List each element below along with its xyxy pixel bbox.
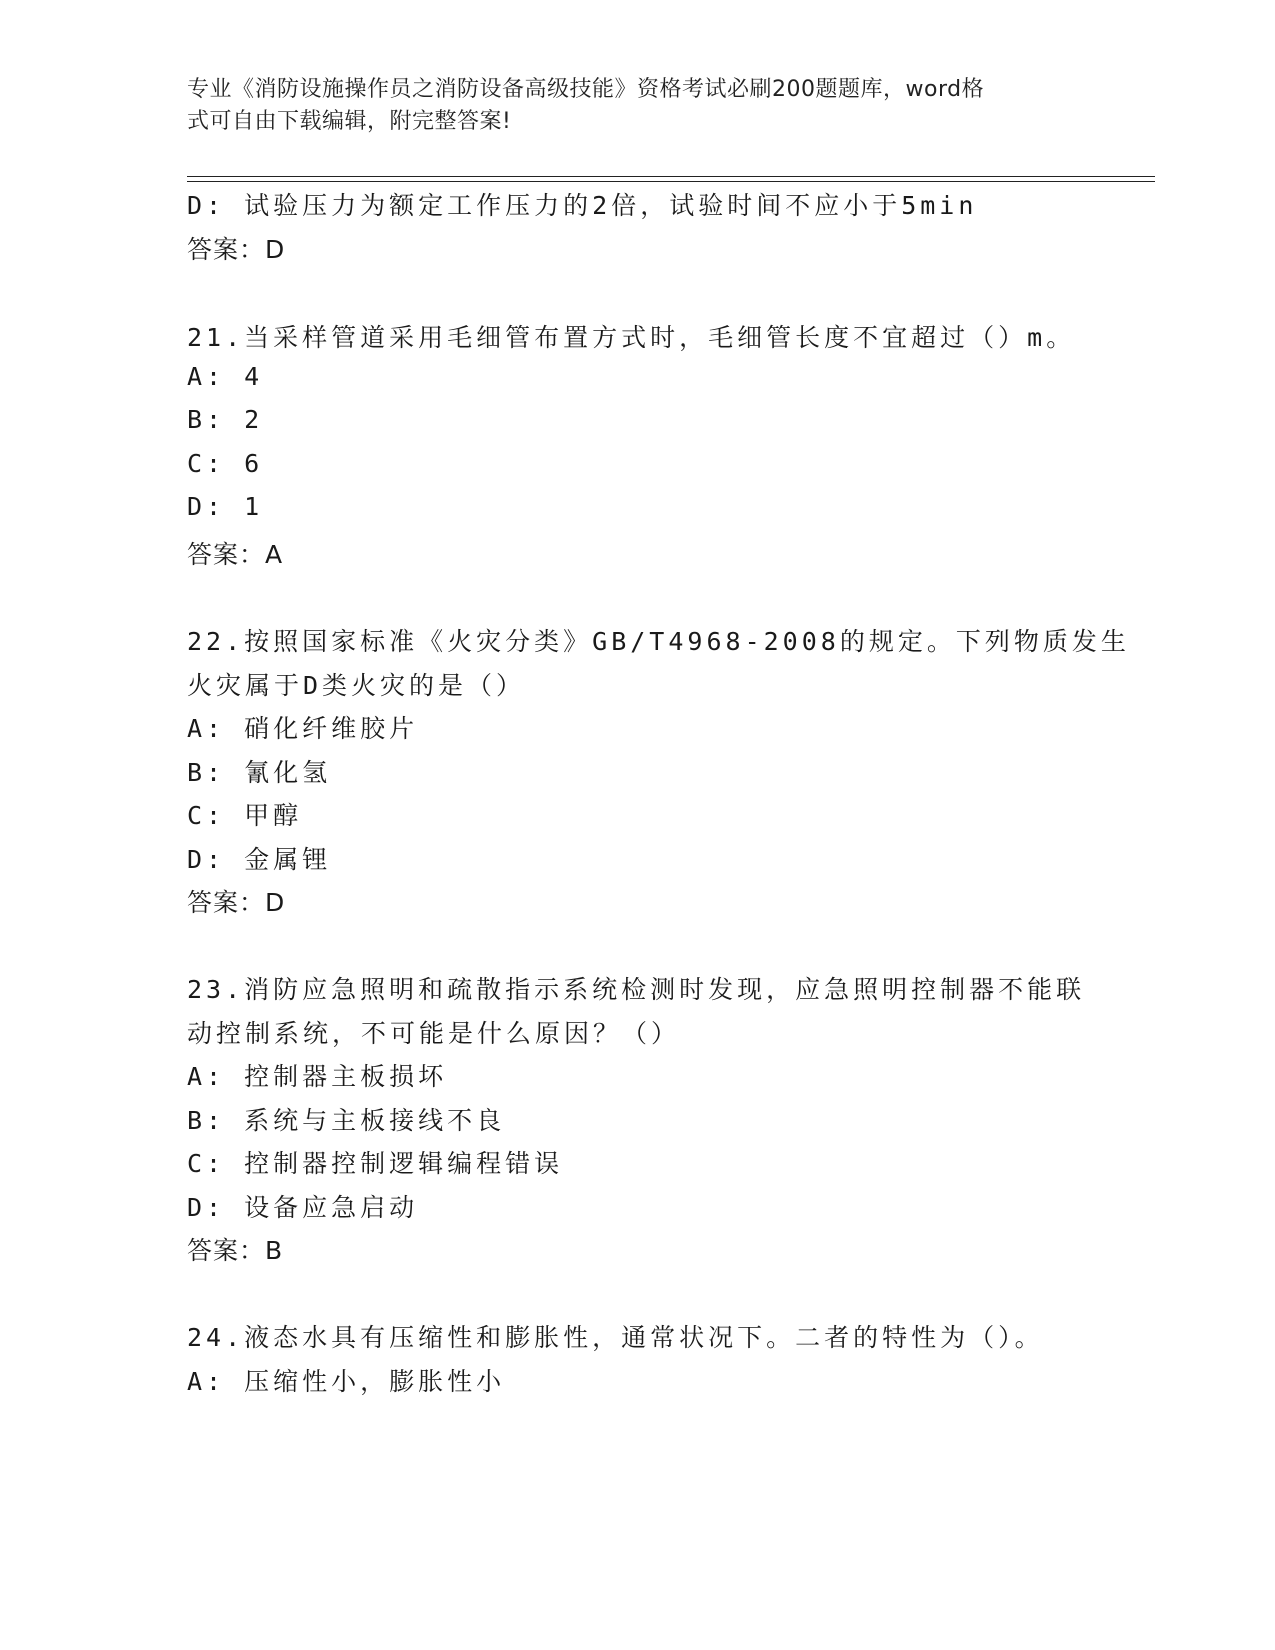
header-divider-top bbox=[187, 176, 1155, 177]
q23-option-b: B: 系统与主板接线不良 bbox=[187, 1106, 506, 1135]
q23-option-a: A: 控制器主板损坏 bbox=[187, 1062, 448, 1091]
q21-option-b: B: 2 bbox=[187, 405, 264, 434]
q23-stem-line-1: 23.消防应急照明和疏散指示系统检测时发现，应急照明控制器不能联 bbox=[187, 975, 1086, 1004]
q22-stem-line-2: 火灾属于D类火灾的是（） bbox=[187, 671, 526, 700]
q22-stem-line-1: 22.按照国家标准《火灾分类》GB/T4968-2008的规定。下列物质发生 bbox=[187, 627, 1130, 656]
q21-stem: 21.当采样管道采用毛细管布置方式时，毛细管长度不宜超过（）m。 bbox=[187, 323, 1076, 352]
header-line-2: 式可自由下载编辑，附完整答案! bbox=[187, 109, 512, 134]
q23-answer: 答案：B bbox=[187, 1236, 284, 1265]
q22-option-c: C: 甲醇 bbox=[187, 801, 303, 830]
q22-option-a: A: 硝化纤维胶片 bbox=[187, 714, 419, 743]
q23-option-d: D: 设备应急启动 bbox=[187, 1193, 419, 1222]
q24-stem: 24.液态水具有压缩性和膨胀性，通常状况下。二者的特性为（）。 bbox=[187, 1323, 1044, 1352]
q23-option-c: C: 控制器控制逻辑编程错误 bbox=[187, 1149, 564, 1178]
header-line-1: 专业《消防设施操作员之消防设备高级技能》资格考试必刷200题题库，word格 bbox=[187, 77, 985, 102]
prev-option-d: D: 试验压力为额定工作压力的2倍，试验时间不应小于5min bbox=[187, 191, 978, 220]
document-header bbox=[187, 74, 1067, 138]
q24-option-a: A: 压缩性小，膨胀性小 bbox=[187, 1367, 506, 1396]
q21-option-d: D: 1 bbox=[187, 492, 264, 521]
q22-option-d: D: 金属锂 bbox=[187, 845, 332, 874]
q23-stem-line-2: 动控制系统，不可能是什么原因？（） bbox=[187, 1019, 681, 1048]
q21-answer: 答案：A bbox=[187, 540, 284, 569]
header-divider-bottom bbox=[187, 181, 1155, 182]
q21-option-a: A: 4 bbox=[187, 362, 264, 391]
q22-answer: 答案：D bbox=[187, 888, 286, 917]
q21-option-c: C: 6 bbox=[187, 449, 264, 478]
prev-answer: 答案：D bbox=[187, 235, 286, 264]
q22-option-b: B: 氰化氢 bbox=[187, 758, 332, 787]
